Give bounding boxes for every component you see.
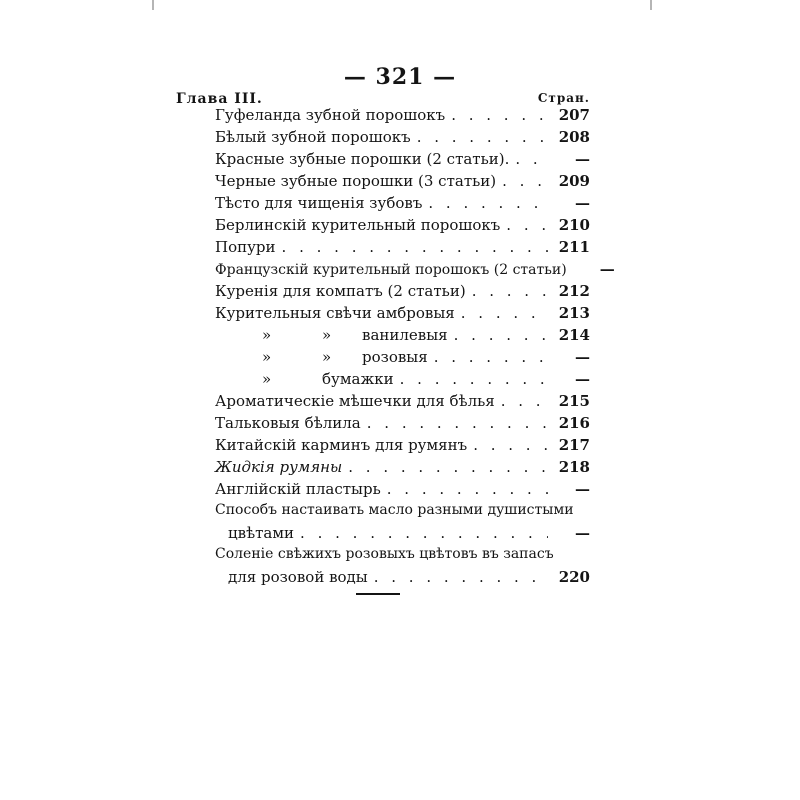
toc-entry (262, 348, 590, 370)
toc-entry-title: Черные зубные порошки (3 статьи) (215, 172, 497, 190)
toc-entry-page: 212 (558, 282, 590, 300)
dot-leader (434, 348, 548, 366)
toc-entry-title-text: бумажки (322, 370, 394, 388)
toc-entry-title: Бѣлый зубной порошокъ (215, 128, 411, 146)
toc-entry (262, 370, 590, 392)
dot-leader (506, 216, 548, 234)
toc-entry-page: 209 (558, 172, 590, 190)
dot-leader (348, 458, 548, 476)
toc-entry-title: Жидкія румяны (215, 458, 343, 476)
toc-entry (215, 150, 590, 172)
dot-leader (451, 106, 548, 124)
toc-entry-page: — (575, 150, 590, 168)
toc-entry-page: 220 (558, 568, 590, 586)
page-column-label: Стран. (537, 91, 590, 105)
toc-entry (215, 436, 590, 458)
toc-entry-title (262, 326, 448, 344)
closing-rule (356, 593, 400, 595)
toc-entry-page: — (599, 260, 615, 278)
dot-leader (502, 172, 548, 190)
ditto-mark: » (322, 326, 332, 344)
toc-entry-title: Гуфеланда зубной порошокъ (215, 106, 446, 124)
toc-entry-page: — (575, 348, 590, 366)
toc-entry-page: 218 (558, 458, 590, 476)
toc-entry-title-text: розовыя (362, 348, 428, 366)
toc-entry-title: Французскій курительный порошокъ (2 статьи) (215, 262, 567, 278)
ditto-mark: » (322, 348, 332, 366)
toc-entry-page: 215 (558, 392, 590, 410)
toc-entry-page: 214 (558, 326, 590, 344)
toc-entry-page: 211 (558, 238, 590, 256)
toc-entry (215, 260, 615, 282)
toc-entry-page: 208 (558, 128, 590, 146)
chapter-label: Глава III. (176, 91, 263, 107)
toc-entry-first-line (215, 546, 590, 568)
ditto-mark: » (262, 370, 272, 388)
toc-entry-continuation (228, 568, 590, 590)
toc-entry (262, 326, 590, 348)
toc-entry (215, 106, 590, 128)
dot-leader (374, 568, 548, 586)
toc-entry-title: Тѣсто для чищенія зубовъ (215, 194, 423, 212)
toc-entry-page: 213 (558, 304, 590, 322)
dot-leader (454, 326, 548, 344)
ditto-mark: » (262, 348, 272, 366)
toc-entry-title: Китайскій карминъ для румянъ (215, 436, 468, 454)
dot-leader (282, 238, 548, 256)
toc-entry-page: 210 (558, 216, 590, 234)
toc-entry-title-continuation: цвѣтами (228, 524, 295, 542)
ditto-mark: » (262, 326, 272, 344)
toc-entry (215, 414, 590, 436)
toc-entry-title: Ароматическіе мѣшечки для бѣлья (215, 392, 495, 410)
toc-entry (215, 304, 590, 326)
toc-entry-page: 207 (558, 106, 590, 124)
toc-entry-page: — (575, 370, 590, 388)
toc-entry-page: 216 (558, 414, 590, 432)
dot-leader (501, 392, 548, 410)
toc-entry (215, 216, 590, 238)
toc-entry-title: Тальковыя бѣлила (215, 414, 361, 432)
toc-entry-title: Курительныя свѣчи амбровыя (215, 304, 455, 322)
toc-entry (215, 392, 590, 414)
toc-entry-title: Попури (215, 238, 276, 256)
toc-entry-title-continuation: для розовой воды (228, 568, 368, 586)
toc-entry-title (262, 370, 394, 388)
toc-entry (215, 194, 590, 216)
page-number: — 321 — (343, 64, 457, 90)
toc-entry-title: Соленіе свѣжихъ розовыхъ цвѣтовъ въ запасъ (215, 546, 554, 562)
dot-leader (472, 282, 548, 300)
toc-entry-title: Куренія для компатъ (2 статьи) (215, 282, 466, 300)
toc-entry-continuation (228, 524, 590, 546)
toc-entry-page: 217 (558, 436, 590, 454)
toc-entry (215, 458, 590, 480)
toc-entry-title: Красные зубные порошки (2 статьи). (215, 150, 510, 168)
toc-entry (215, 238, 590, 260)
toc-entry (215, 128, 590, 150)
toc-entry (215, 172, 590, 194)
dot-leader (473, 436, 548, 454)
toc-entry-title (262, 348, 428, 366)
toc-entry-page: — (575, 194, 590, 212)
dot-leader (461, 304, 548, 322)
dot-leader (300, 524, 548, 542)
dot-leader (417, 128, 548, 146)
toc-entry-title-text: ванилевыя (362, 326, 448, 344)
dot-leader (428, 194, 548, 212)
dot-leader (515, 150, 548, 168)
toc-entry-title: Англійскій пластырь (215, 480, 381, 498)
toc-entry-title: Способъ настаивать масло разными душистыми (215, 502, 574, 518)
toc-entry (215, 480, 590, 502)
dot-leader (400, 370, 548, 388)
toc-entry-page: — (575, 524, 590, 542)
dot-leader (387, 480, 548, 498)
toc-entry (215, 282, 590, 304)
dot-leader (367, 414, 548, 432)
toc-entry-title: Берлинскій курительный порошокъ (215, 216, 501, 234)
toc-entry-first-line (215, 502, 590, 524)
toc-entry-page: — (575, 480, 590, 498)
